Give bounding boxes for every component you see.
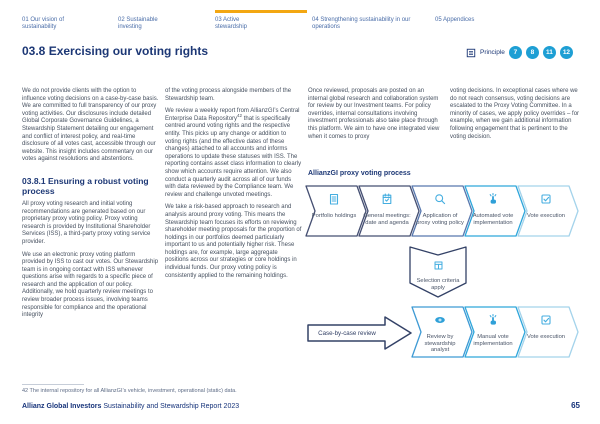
body-paragraph: of the voting process alongside members of the Stewardship team. bbox=[165, 88, 292, 102]
process-step-general-meetings: General meetings: date and agenda bbox=[358, 185, 411, 237]
hand-click-icon bbox=[487, 314, 499, 326]
text-column-2 bbox=[165, 88, 302, 285]
active-section-indicator bbox=[215, 10, 307, 13]
body-paragraph: We do not provide clients with the option to influence voting decisions on a case-by-case basis. We are committed to full transparency of our proxy voting activities. Our disclosures include detailed Global Corporate Governance Guidelines, a Stewardship Statement detailing our engagement and conflict of interest policy, and real-time disclosure of all votes cast, accessible through our website. This insight includes commentary on our votes against resolutions and abstentions. bbox=[22, 88, 159, 163]
principle-number-badge: 7 bbox=[509, 46, 522, 59]
process-row-automated bbox=[305, 185, 570, 237]
footnote-marker: 42 bbox=[237, 112, 243, 118]
case-by-case-label: Case-by-case review bbox=[318, 329, 376, 337]
diagram-title: AllianzGI proxy voting process bbox=[308, 170, 411, 177]
principle-label: Principle bbox=[480, 49, 505, 56]
checkbox-check-icon bbox=[540, 314, 552, 326]
nav-item-strengthening-sustainability[interactable]: 04 Strengthening sustainability in our operations bbox=[312, 17, 411, 31]
text-column-3 bbox=[308, 88, 443, 146]
nav-item-sustainable-investing[interactable]: 02 Sustainable investing bbox=[118, 17, 158, 31]
footnote: 42 The internal repository for all AllianzGI’s vehicle, investment, operational (static) data. bbox=[22, 388, 237, 394]
process-step-automated-implementation: Automated vote implementation bbox=[464, 185, 517, 237]
body-paragraph: We use an electronic proxy voting platform provided by ISS to cast our votes. Our Stewardship team is in ongoing contact with ISS whenever questions arise with regards to a specific piece of research and the application of our policy. Additionally, we hold quarterly review meetings to review broader process issues, involving teams responsible for compliance and the operational integrity bbox=[22, 251, 159, 319]
calendar-check-icon bbox=[381, 193, 393, 205]
document-list-icon bbox=[328, 193, 340, 205]
process-step-policy-application: Application of proxy voting policy bbox=[411, 185, 464, 237]
process-step-vote-execution: Vote execution bbox=[517, 185, 570, 237]
magnifier-icon bbox=[434, 193, 446, 205]
body-paragraph: Once reviewed, proposals are posted on an internal global research and collaboration system for review by our Investment teams. For policy overrides, internal consultations involving investment professionals also take place through this platform. We aim to have one integrated view when it comes to proxy bbox=[308, 88, 440, 140]
body-paragraph: We review a weekly report from AllianzGI’s Central Enterprise Data Repository$^{42}$ that is specifically centred around voting rights and the respective entity. This picks up any change or addition to voting rights (and the effective dates of these changes) attached to all accounts and informs operations to update these statuses with ISS. The reporting contains asset class information to clearly show which accounts require attention. We also conduct a quarterly audit across all of our funds with data reviewed by the Compliance team. We review and challenge unvoted meetings. bbox=[165, 108, 302, 198]
page-number: 65 bbox=[571, 401, 580, 410]
body-paragraph: voting decisions. In exceptional cases where we do not reach consensus, voting decisions are escalated to the Proxy Voting Committee. In a minority of cases, we apply policy overrides – for example, when we gain additional information following engagement that is pertinent to the voting decision. bbox=[450, 88, 580, 140]
process-step-vote-execution: Vote execution bbox=[517, 306, 570, 358]
nav-item-our-vision[interactable]: 01 Our vision of sustainability bbox=[22, 17, 65, 31]
criteria-grid-icon bbox=[433, 260, 444, 271]
principle-number-badge: 8 bbox=[526, 46, 539, 59]
nav-item-appendices[interactable]: 05 Appendices bbox=[435, 17, 475, 23]
footer-report-title: Allianz Global Investors Sustainability and Stewardship Report 2023 bbox=[22, 403, 240, 410]
hand-click-icon bbox=[487, 193, 499, 205]
proxy-voting-process-diagram bbox=[305, 170, 587, 370]
process-step-stewardship-review: Review by stewardship analyst bbox=[411, 306, 464, 358]
selection-criteria-banner: Selection criteria apply bbox=[409, 246, 467, 298]
text-column-1 bbox=[22, 88, 159, 325]
nav-item-active-stewardship[interactable]: 03 Active stewardship bbox=[215, 17, 248, 31]
body-paragraph: All proxy voting research and initial voting recommendations are generated based on our proprietary proxy voting policy. Proxy voting research is provided by Institutional Shareholder Services (ISS), a third-party proxy voting service provider. bbox=[22, 200, 151, 245]
body-paragraph: We take a risk-based approach to research and analysis around proxy voting. This means the Stewardship team focuses its efforts on reviewing shareholder meeting proposals for the proportion of holdings in our portfolios deemed particularly important to us and potentially higher risk. These holdings are, for example, large aggregate positions across our strategies or core holdings in individual funds. Our proxy voting policy is consistently applied to the remaining holdings. bbox=[165, 204, 302, 279]
principle-number-badge: 11 bbox=[543, 46, 556, 59]
process-row-manual bbox=[411, 306, 570, 358]
principle-badge bbox=[466, 46, 573, 59]
process-step-manual-implementation: Manual vote implementation bbox=[464, 306, 517, 358]
process-step-portfolio-holdings: Portfolio holdings bbox=[305, 185, 358, 237]
section-heading: 03.8.1 Ensuring a robust voting process bbox=[22, 175, 149, 196]
principle-number-badge: 12 bbox=[560, 46, 573, 59]
text-column-4 bbox=[450, 88, 581, 146]
eye-icon bbox=[434, 314, 446, 326]
principle-icon bbox=[466, 48, 476, 58]
footnote-rule bbox=[22, 384, 84, 385]
case-by-case-arrow bbox=[307, 316, 413, 350]
checkbox-check-icon bbox=[540, 193, 552, 205]
page-title: 03.8 Exercising our voting rights bbox=[22, 44, 209, 58]
